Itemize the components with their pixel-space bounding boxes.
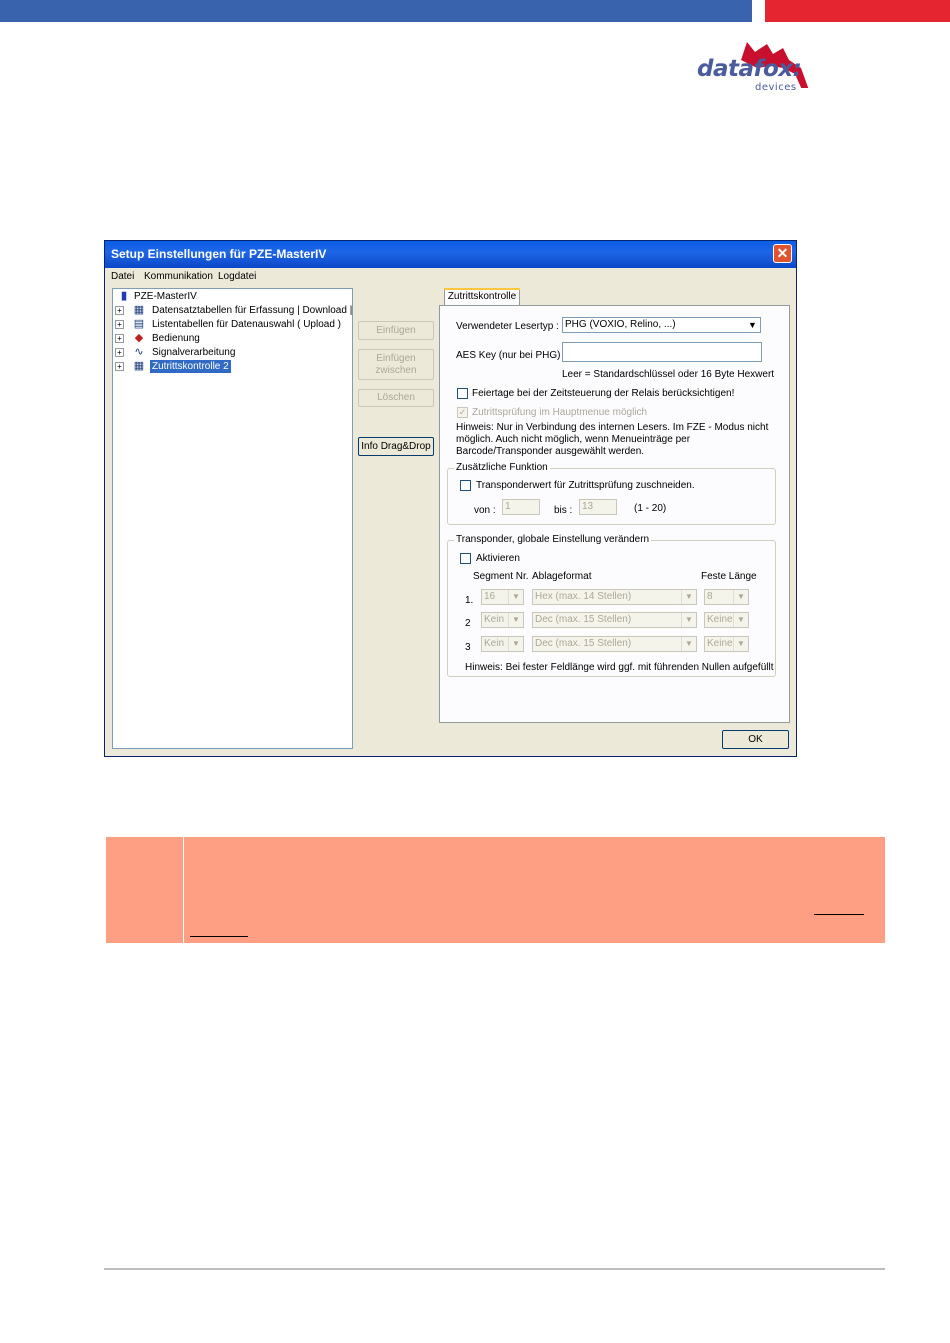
chevron-down-icon[interactable]: ▼ [745,318,760,332]
range-label: (1 - 20) [634,503,667,514]
info-dragdrop-button[interactable]: Info Drag&Drop [358,437,434,456]
logo-sub: devices [755,82,797,93]
header-bar-blue [0,0,752,22]
chevron-down-icon[interactable]: ▼ [508,590,523,604]
transponder-trim-label: Transponderwert für Zutrittsprüfung zuschneiden. [476,480,695,491]
transponder-hint: Hinweis: Bei fester Feldlänge wird ggf. mit führenden Nullen aufgefüllt [465,662,774,673]
expand-icon[interactable]: + [115,334,124,343]
header-bar-red [765,0,950,22]
menubar [105,268,796,286]
row-number: 1. [465,595,474,606]
titlebar[interactable] [105,241,796,268]
note-underline [190,936,248,937]
chevron-down-icon[interactable]: ▼ [733,590,748,604]
segment-select[interactable] [481,636,524,652]
to-input[interactable]: 13 [579,499,617,515]
note-icon-column [106,837,184,943]
note-underline [814,914,864,915]
length-value: Keine [707,638,733,649]
chevron-down-icon[interactable]: ▼ [681,590,696,604]
list-table-icon: ▤ [133,318,145,330]
table-icon: ▦ [133,360,145,372]
tree-item-label: Signalverarbeitung [152,347,236,358]
segment-select[interactable] [481,589,524,605]
datafox-logo [693,38,823,100]
tree-root-label: PZE-MasterIV [134,291,197,302]
expand-icon[interactable]: + [115,320,124,329]
holiday-checkbox[interactable] [457,388,468,399]
transponder-group-title: Transponder, globale Einstellung verändern [456,534,650,545]
tab-zutrittskontrolle[interactable]: Zutrittskontrolle [444,288,520,305]
insert-button[interactable]: Einfügen [358,321,434,340]
insert-between-line2: zwischen [375,365,417,376]
aes-key-input[interactable] [562,342,762,362]
segment-value: Kein [484,614,505,625]
chevron-down-icon[interactable]: ▼ [733,613,748,627]
hint-line-1: Hinweis: Nur in Verbindung des internen Lesers. Im FZE - Modus nicht [456,422,769,433]
format-value: Dec (max. 15 Stellen) [535,638,632,649]
insert-between-line1: Einfügen [376,353,416,364]
access-check-label: Zutrittsprüfung im Hauptmenue möglich [472,407,648,418]
close-icon: ✕ [776,245,789,261]
shapes-icon: ◆ [134,332,144,344]
access-check-checkbox[interactable]: ✓ [458,407,467,417]
segment-value: Kein [484,638,505,649]
format-value: Dec (max. 15 Stellen) [535,614,632,625]
dialog-title: Setup Einstellungen für PZE-MasterIV [111,247,327,261]
row-number: 2 [465,618,471,629]
chevron-down-icon[interactable]: ▼ [681,637,696,651]
chevron-down-icon[interactable]: ▼ [681,613,696,627]
from-label: von : [474,505,496,516]
aes-key-label: AES Key (nur bei PHG) [456,350,561,361]
signal-icon: ∿ [134,346,144,358]
menu-logdatei[interactable]: Logdatei [218,271,257,282]
table-icon: ▦ [133,304,145,316]
settings-tree[interactable] [112,288,353,749]
to-label: bis : [554,505,573,516]
transponder-group [447,534,776,677]
device-icon: ▮ [120,290,128,302]
footer-divider [104,1268,885,1270]
length-value: 8 [707,591,713,602]
extra-function-group [447,462,776,525]
reader-type-label: Verwendeter Lesertyp : [456,321,559,332]
segment-value: 16 [484,591,496,602]
reader-type-value: PHG (VOXIO, Relino, ...) [565,319,676,330]
holiday-checkbox-label: Feiertage bei der Zeitsteuerung der Relais berücksichtigen! [472,388,735,399]
expand-icon[interactable]: + [115,362,124,371]
logo-brand: datafox: [697,56,802,82]
hint-line-3: Barcode/Transponder ausgewählt werden. [456,446,645,457]
tree-item-label: Zutrittskontrolle 2 [152,361,229,372]
col-format: Ablageformat [532,571,592,582]
format-select[interactable] [532,612,697,628]
delete-button[interactable]: Löschen [358,389,434,407]
chevron-down-icon[interactable]: ▼ [508,613,523,627]
aes-key-hint: Leer = Standardschlüssel oder 16 Byte Hexwert [562,369,775,380]
segment-select[interactable] [481,612,524,628]
ok-button[interactable]: OK [722,730,789,749]
tab-panel [439,305,790,723]
activate-checkbox[interactable] [460,553,471,564]
format-value: Hex (max. 14 Stellen) [535,591,632,602]
insert-between-button[interactable] [358,349,434,380]
extra-function-title: Zusätzliche Funktion [456,462,548,473]
col-length: Feste Länge [701,571,757,582]
expand-icon[interactable]: + [115,306,124,315]
length-select[interactable] [704,589,749,605]
from-input[interactable]: 1 [502,499,540,515]
tree-item-label: Bedienung [152,333,200,344]
hint-line-2: möglich. Auch nicht möglich, wenn Menueinträge per [456,434,691,445]
tree-item-label: Datensatztabellen für Erfassung | Download | [152,305,353,316]
tree-item-label: Listentabellen für Datenauswahl ( Upload ) [152,319,341,330]
length-select[interactable] [704,636,749,652]
menu-kommunikation[interactable]: Kommunikation [144,271,213,282]
activate-label: Aktivieren [476,553,520,564]
reader-type-select[interactable] [562,317,761,333]
note-box [106,837,885,943]
row-number: 3 [465,642,471,653]
menu-datei[interactable]: Datei [111,271,135,282]
chevron-down-icon[interactable]: ▼ [508,637,523,651]
length-value: Keine [707,614,733,625]
length-select[interactable] [704,612,749,628]
chevron-down-icon[interactable]: ▼ [733,637,748,651]
transponder-trim-checkbox[interactable] [460,480,471,491]
close-button[interactable] [773,244,792,263]
format-select[interactable] [532,589,697,605]
expand-icon[interactable]: + [115,348,124,357]
format-select[interactable] [532,636,697,652]
setup-dialog [104,240,797,757]
col-segment: Segment Nr. [473,571,529,582]
